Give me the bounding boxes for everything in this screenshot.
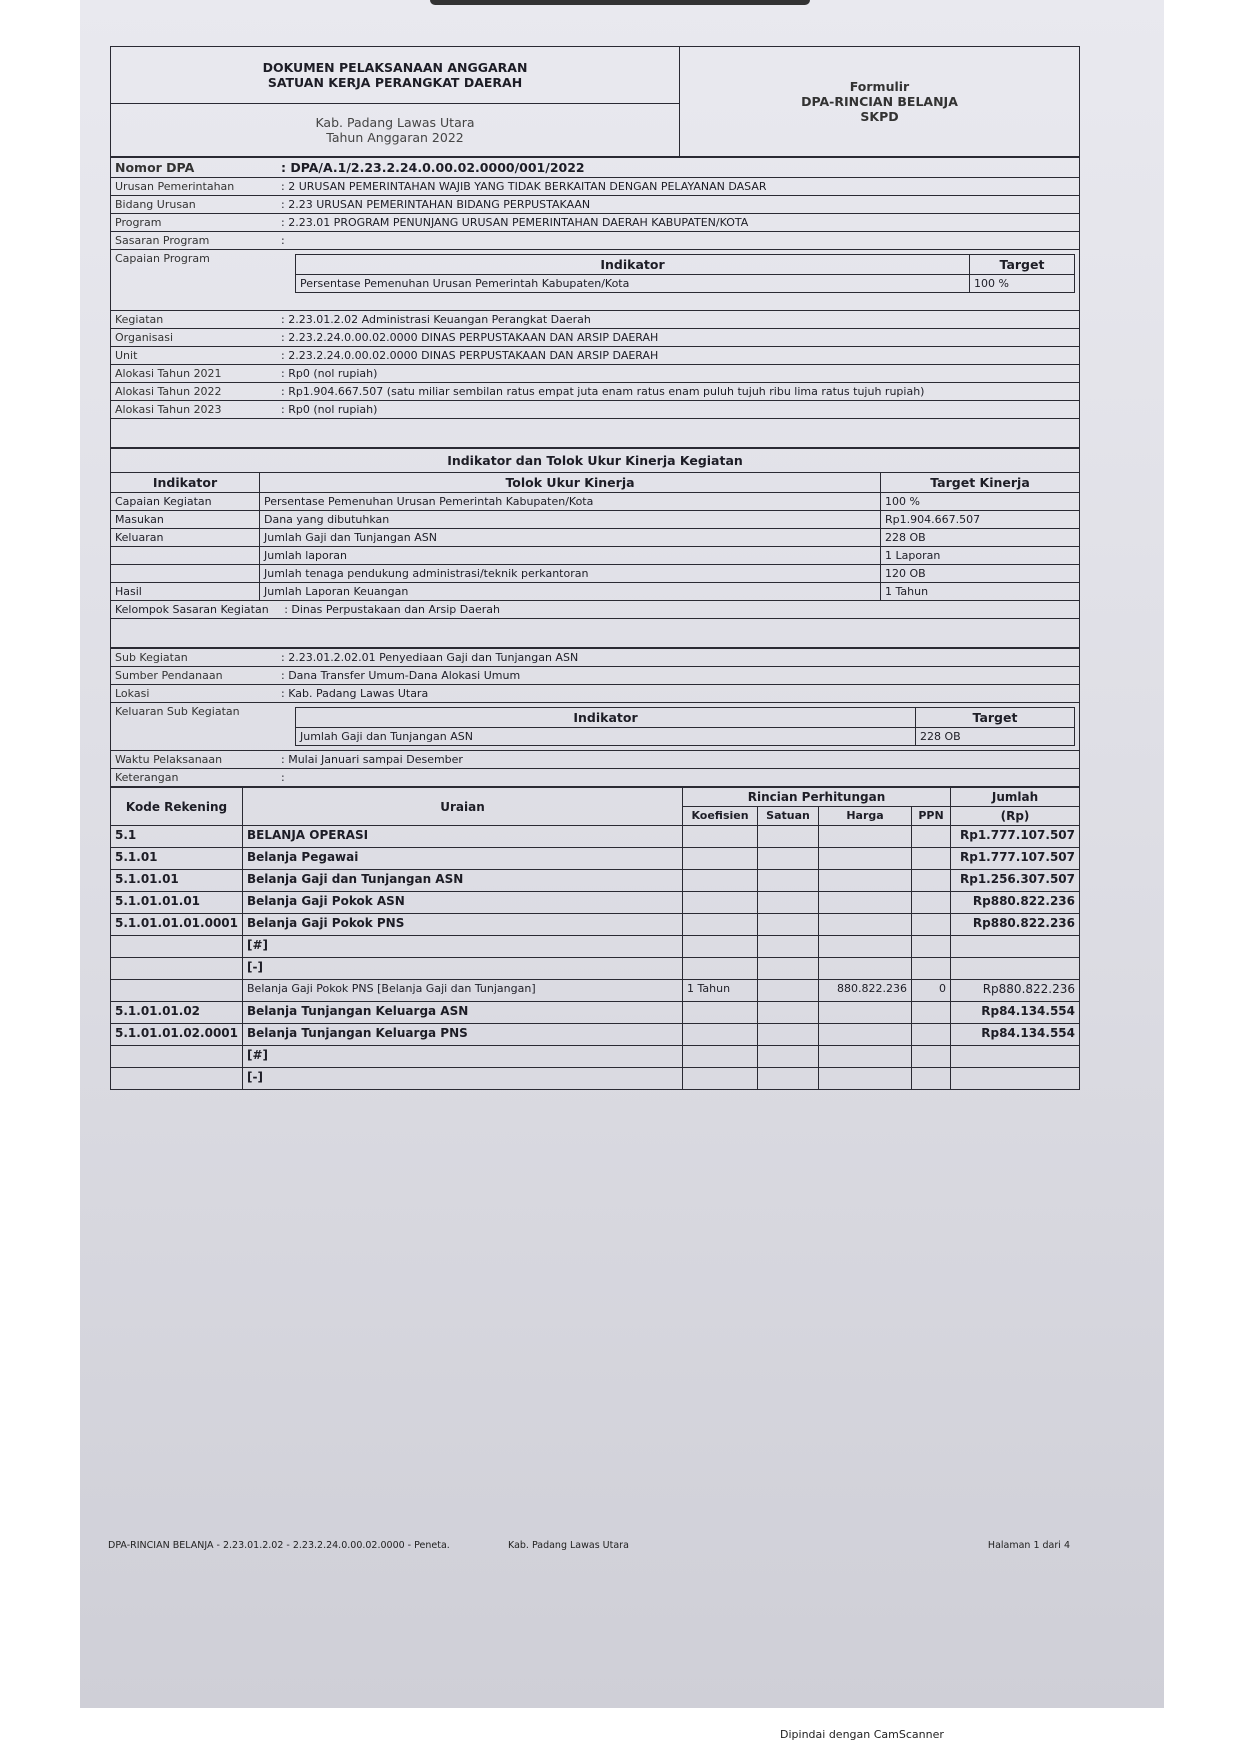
kinerja-indikator (111, 547, 260, 565)
rincian-koefisien (683, 826, 758, 848)
kinerja-indikator (111, 565, 260, 583)
capaian-program-row (111, 250, 1080, 311)
rincian-jumlah (951, 936, 1080, 958)
rincian-satuan (758, 1024, 819, 1046)
rincian-koefisien (683, 1002, 758, 1024)
rincian-kode: 5.1.01.01.02 (111, 1002, 243, 1024)
col-kode-rekening: Kode Rekening (111, 788, 243, 826)
rincian-row (111, 958, 1080, 980)
rincian-satuan (758, 1046, 819, 1068)
capaian-program-cell (277, 250, 1080, 311)
rincian-satuan (758, 870, 819, 892)
kinerja-row (111, 547, 1080, 565)
rincian-ppn: 0 (912, 980, 951, 1002)
kinerja-tolok-ukur: Jumlah Gaji dan Tunjangan ASN (260, 529, 881, 547)
sub2-row (111, 751, 1080, 769)
rincian-uraian: Belanja Tunjangan Keluarga PNS (243, 1024, 683, 1046)
kinerja-tolok-ukur: Jumlah laporan (260, 547, 881, 565)
rincian-row (111, 870, 1080, 892)
rincian-kode: 5.1.01.01 (111, 870, 243, 892)
info-value: : (277, 232, 1080, 250)
rincian-harga (819, 826, 912, 848)
rincian-satuan (758, 936, 819, 958)
rincian-harga (819, 870, 912, 892)
rincian-row (111, 892, 1080, 914)
kinerja-tolok-ukur: Jumlah Laporan Keuangan (260, 583, 881, 601)
col-harga: Harga (819, 807, 912, 826)
col-target: Target (970, 255, 1075, 275)
info2-label: Organisasi (111, 329, 278, 347)
rincian-koefisien (683, 936, 758, 958)
rincian-koefisien (683, 848, 758, 870)
rincian-harga (819, 848, 912, 870)
sub2-value: : (277, 769, 1080, 787)
info2-value: : Rp1.904.667.507 (satu miliar sembilan ratus empat juta enam ratus enam puluh tujuh ribu lima ratus tujuh rupiah) (277, 383, 1080, 401)
info2-row (111, 401, 1080, 419)
form-title-line2: DPA-RINCIAN BELANJA (801, 94, 958, 109)
rincian-jumlah (951, 958, 1080, 980)
info-row (111, 214, 1080, 232)
rincian-satuan (758, 958, 819, 980)
rincian-table (110, 787, 1080, 1090)
rincian-row (111, 914, 1080, 936)
info2-label: Unit (111, 347, 278, 365)
header-region (111, 104, 680, 157)
form-title-line3: SKPD (860, 109, 899, 124)
info2-row (111, 383, 1080, 401)
kinerja-target: 1 Tahun (881, 583, 1080, 601)
kinerja-target: 120 OB (881, 565, 1080, 583)
kinerja-tolok-ukur: Persentase Pemenuhan Urusan Pemerintah Kabupaten/Kota (260, 493, 881, 511)
kinerja-row (111, 511, 1080, 529)
sub-label: Lokasi (111, 685, 278, 703)
capaian-program-table (295, 254, 1075, 293)
rincian-row (111, 1024, 1080, 1046)
rincian-jumlah (951, 1046, 1080, 1068)
sub-value: : 2.23.01.2.02.01 Penyediaan Gaji dan Tunjangan ASN (277, 649, 1080, 667)
rincian-satuan (758, 848, 819, 870)
rincian-uraian: Belanja Gaji Pokok PNS [Belanja Gaji dan Tunjangan] (243, 980, 683, 1002)
info2-value: : 2.23.2.24.0.00.02.0000 DINAS PERPUSTAKAAN DAN ARSIP DAERAH (277, 347, 1080, 365)
info-row (111, 196, 1080, 214)
rincian-jumlah: Rp880.822.236 (951, 892, 1080, 914)
kinerja-row (111, 565, 1080, 583)
kinerja-tolok-ukur: Dana yang dibutuhkan (260, 511, 881, 529)
header-title-line2: SATUAN KERJA PERANGKAT DAERAH (267, 75, 523, 90)
document-header (110, 46, 1080, 157)
kelompok-sasaran-row (111, 601, 1080, 619)
rincian-satuan (758, 826, 819, 848)
rincian-uraian: [-] (243, 958, 683, 980)
kinerja-col-tolok: Tolok Ukur Kinerja (260, 473, 881, 493)
kinerja-row (111, 583, 1080, 601)
rincian-uraian: Belanja Gaji Pokok PNS (243, 914, 683, 936)
rincian-kode (111, 936, 243, 958)
col-jumlah: Jumlah (951, 788, 1080, 807)
header-title (111, 47, 680, 104)
info2-value: : 2.23.01.2.02 Administrasi Keuangan Perangkat Daerah (277, 311, 1080, 329)
rincian-koefisien (683, 958, 758, 980)
info2-value: : 2.23.2.24.0.00.02.0000 DINAS PERPUSTAKAAN DAN ARSIP DAERAH (277, 329, 1080, 347)
rincian-kode: 5.1.01 (111, 848, 243, 870)
rincian-row (111, 1068, 1080, 1090)
sub-label: Sub Kegiatan (111, 649, 278, 667)
kinerja-table (110, 448, 1080, 648)
sub2-label: Keterangan (111, 769, 278, 787)
info2-row (111, 365, 1080, 383)
rincian-jumlah (951, 1068, 1080, 1090)
nomor-dpa-row (111, 158, 1080, 178)
paper-shadow (430, 0, 810, 5)
sub-row (111, 667, 1080, 685)
rincian-koefisien (683, 870, 758, 892)
info2-value: : Rp0 (nol rupiah) (277, 401, 1080, 419)
col-satuan: Satuan (758, 807, 819, 826)
rincian-harga: 880.822.236 (819, 980, 912, 1002)
rincian-ppn (912, 1068, 951, 1090)
info2-label: Alokasi Tahun 2023 (111, 401, 278, 419)
sub-value: : Dana Transfer Umum-Dana Alokasi Umum (277, 667, 1080, 685)
rincian-ppn (912, 1046, 951, 1068)
footer-center: Kab. Padang Lawas Utara (508, 1540, 629, 1551)
rincian-koefisien: 1 Tahun (683, 980, 758, 1002)
kinerja-target: 228 OB (881, 529, 1080, 547)
sub-value: : Kab. Padang Lawas Utara (277, 685, 1080, 703)
kinerja-target: 1 Laporan (881, 547, 1080, 565)
rincian-jumlah: Rp880.822.236 (951, 914, 1080, 936)
info-value: : 2.23 URUSAN PEMERINTAHAN BIDANG PERPUSTAKAAN (277, 196, 1080, 214)
rincian-kode: 5.1.01.01.01.0001 (111, 914, 243, 936)
rincian-harga (819, 892, 912, 914)
footer-page-number: Halaman 1 dari 4 (987, 1540, 1070, 1551)
sub-label: Sumber Pendanaan (111, 667, 278, 685)
rincian-kode: 5.1 (111, 826, 243, 848)
rincian-row (111, 1046, 1080, 1068)
form-title (680, 47, 1080, 157)
rincian-jumlah: Rp1.777.107.507 (951, 826, 1080, 848)
keluaran-sub-label: Keluaran Sub Kegiatan (111, 703, 278, 751)
capaian-program-indikator: Persentase Pemenuhan Urusan Pemerintah Kabupaten/Kota (296, 275, 970, 293)
rincian-koefisien (683, 1068, 758, 1090)
rincian-harga (819, 914, 912, 936)
rincian-satuan (758, 1002, 819, 1024)
rincian-uraian: Belanja Tunjangan Keluarga ASN (243, 1002, 683, 1024)
rincian-uraian: Belanja Gaji Pokok ASN (243, 892, 683, 914)
col-rincian-perhitungan: Rincian Perhitungan (683, 788, 951, 807)
keluaran-sub-indikator: Jumlah Gaji dan Tunjangan ASN (296, 728, 916, 746)
kinerja-indikator: Keluaran (111, 529, 260, 547)
rincian-satuan (758, 1068, 819, 1090)
sub2-label: Waktu Pelaksanaan (111, 751, 278, 769)
rincian-kode (111, 1046, 243, 1068)
kinerja-col-indikator: Indikator (111, 473, 260, 493)
sub2-row (111, 769, 1080, 787)
rincian-kode (111, 958, 243, 980)
rincian-ppn (912, 958, 951, 980)
capaian-program-label: Capaian Program (111, 250, 278, 311)
keluaran-sub-target: 228 OB (916, 728, 1075, 746)
rincian-ppn (912, 914, 951, 936)
info2-row (111, 329, 1080, 347)
info-label: Program (111, 214, 278, 232)
form-title-line1: Formulir (849, 79, 910, 94)
program-info-table (110, 157, 1080, 448)
budget-year: Tahun Anggaran 2022 (326, 130, 464, 145)
rincian-harga (819, 1002, 912, 1024)
rincian-koefisien (683, 1046, 758, 1068)
rincian-jumlah: Rp84.134.554 (951, 1024, 1080, 1046)
rincian-harga (819, 1068, 912, 1090)
info2-label: Alokasi Tahun 2022 (111, 383, 278, 401)
kinerja-row (111, 493, 1080, 511)
sub2-value: : Mulai Januari sampai Desember (277, 751, 1080, 769)
rincian-row (111, 980, 1080, 1002)
rincian-ppn (912, 870, 951, 892)
blank-row (111, 419, 1080, 448)
info2-value: : Rp0 (nol rupiah) (277, 365, 1080, 383)
kinerja-title: Indikator dan Tolok Ukur Kinerja Kegiatan (111, 449, 1080, 473)
kinerja-target: Rp1.904.667.507 (881, 511, 1080, 529)
rincian-harga (819, 936, 912, 958)
rincian-uraian: Belanja Pegawai (243, 848, 683, 870)
rincian-kode: 5.1.01.01.01 (111, 892, 243, 914)
blank-row (111, 619, 1080, 648)
rincian-ppn (912, 848, 951, 870)
rincian-harga (819, 958, 912, 980)
rincian-koefisien (683, 914, 758, 936)
rincian-row (111, 826, 1080, 848)
sub-row (111, 649, 1080, 667)
rincian-row (111, 1002, 1080, 1024)
col-indikator: Indikator (296, 255, 970, 275)
kelompok-sasaran-label: Kelompok Sasaran Kegiatan (115, 603, 269, 616)
rincian-row (111, 936, 1080, 958)
info-row (111, 178, 1080, 196)
col-rp: (Rp) (951, 807, 1080, 826)
rincian-ppn (912, 892, 951, 914)
rincian-uraian: [#] (243, 936, 683, 958)
header-title-line1: DOKUMEN PELAKSANAAN ANGGARAN (262, 60, 528, 75)
rincian-jumlah: Rp1.777.107.507 (951, 848, 1080, 870)
rincian-kode (111, 1068, 243, 1090)
rincian-uraian: [-] (243, 1068, 683, 1090)
rincian-uraian: BELANJA OPERASI (243, 826, 683, 848)
kinerja-row (111, 529, 1080, 547)
rincian-koefisien (683, 892, 758, 914)
camscanner-watermark: Dipindai dengan CamScanner (780, 1728, 944, 1741)
rincian-satuan (758, 914, 819, 936)
rincian-jumlah: Rp1.256.307.507 (951, 870, 1080, 892)
rincian-jumlah: Rp880.822.236 (951, 980, 1080, 1002)
rincian-koefisien (683, 1024, 758, 1046)
footer-left: DPA-RINCIAN BELANJA - 2.23.01.2.02 - 2.23.2.24.0.00.02.0000 - Peneta. (108, 1540, 450, 1551)
kinerja-target: 100 % (881, 493, 1080, 511)
rincian-ppn (912, 936, 951, 958)
info-value: : 2 URUSAN PEMERINTAHAN WAJIB YANG TIDAK BERKAITAN DENGAN PELAYANAN DASAR (277, 178, 1080, 196)
sub-row (111, 685, 1080, 703)
info-label: Sasaran Program (111, 232, 278, 250)
rincian-kode: 5.1.01.01.02.0001 (111, 1024, 243, 1046)
kinerja-indikator: Hasil (111, 583, 260, 601)
info2-label: Alokasi Tahun 2021 (111, 365, 278, 383)
info2-row (111, 347, 1080, 365)
rincian-uraian: Belanja Gaji dan Tunjangan ASN (243, 870, 683, 892)
page-footer (108, 1540, 1070, 1551)
kinerja-tolok-ukur: Jumlah tenaga pendukung administrasi/teknik perkantoran (260, 565, 881, 583)
col-uraian: Uraian (243, 788, 683, 826)
col-target: Target (916, 708, 1075, 728)
info-label: Bidang Urusan (111, 196, 278, 214)
nomor-dpa-value: : DPA/A.1/2.23.2.24.0.00.02.0000/001/2022 (277, 158, 1080, 178)
kinerja-indikator: Masukan (111, 511, 260, 529)
keluaran-sub-cell (277, 703, 1080, 751)
capaian-program-target: 100 % (970, 275, 1075, 293)
kinerja-indikator: Capaian Kegiatan (111, 493, 260, 511)
keluaran-sub-table (295, 707, 1075, 746)
rincian-kode (111, 980, 243, 1002)
rincian-satuan (758, 980, 819, 1002)
rincian-jumlah: Rp84.134.554 (951, 1002, 1080, 1024)
dpa-document (110, 46, 1080, 1090)
info-value: : 2.23.01 PROGRAM PENUNJANG URUSAN PEMERINTAHAN DAERAH KABUPATEN/KOTA (277, 214, 1080, 232)
nomor-dpa-label: Nomor DPA (111, 158, 278, 178)
info-label: Urusan Pemerintahan (111, 178, 278, 196)
keluaran-sub-row (111, 703, 1080, 751)
kinerja-col-target: Target Kinerja (881, 473, 1080, 493)
rincian-uraian: [#] (243, 1046, 683, 1068)
col-indikator: Indikator (296, 708, 916, 728)
rincian-row (111, 848, 1080, 870)
kelompok-sasaran-value: : Dinas Perpustakaan dan Arsip Daerah (284, 603, 500, 616)
info2-label: Kegiatan (111, 311, 278, 329)
col-ppn: PPN (912, 807, 951, 826)
info-row (111, 232, 1080, 250)
rincian-harga (819, 1046, 912, 1068)
col-koefisien: Koefisien (683, 807, 758, 826)
region-name: Kab. Padang Lawas Utara (315, 115, 475, 130)
rincian-satuan (758, 892, 819, 914)
rincian-ppn (912, 1024, 951, 1046)
info2-row (111, 311, 1080, 329)
rincian-harga (819, 1024, 912, 1046)
rincian-ppn (912, 826, 951, 848)
rincian-ppn (912, 1002, 951, 1024)
sub-kegiatan-table (110, 648, 1080, 787)
